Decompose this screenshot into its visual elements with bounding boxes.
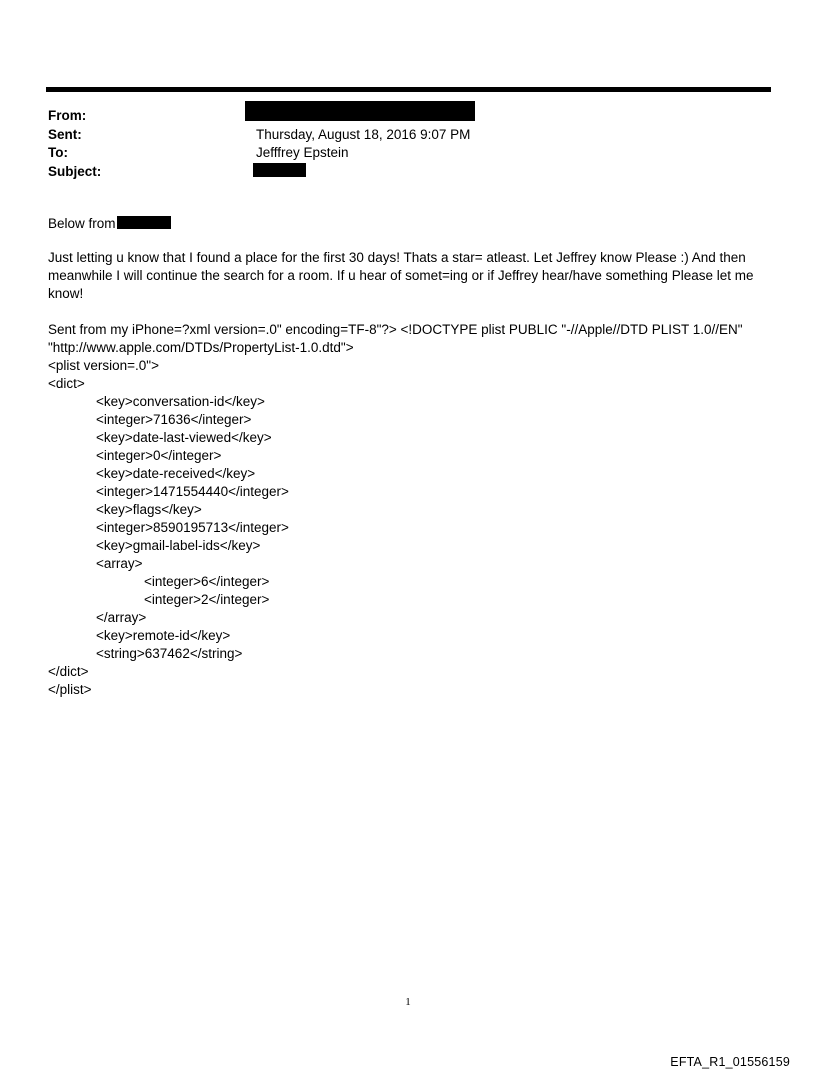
- plist-line: <dict>: [48, 376, 85, 391]
- plist-line: <array>: [96, 556, 143, 571]
- to-row: [48, 144, 768, 163]
- from-label: From:: [48, 108, 87, 123]
- redaction-block: [245, 101, 475, 121]
- plist-line: <key>flags</key>: [96, 502, 202, 517]
- signature-line: Sent from my iPhone=?xml version=.0" encoding=TF-8"?> <!DOCTYPE plist PUBLIC "-//Apple//DTD PLIST 1.0//EN": [48, 322, 743, 337]
- message-paragraph: Just letting u know that I found a place for the first 30 days! Thats a star= atleast. Let Jeffrey know Please :) And then meanwhile I will continue the search for a room. If u hear of somet=ing or if Jeffrey hear/have something Please let me know!: [48, 250, 754, 301]
- page-number: 1: [405, 996, 411, 1008]
- plist-line: <plist version=.0">: [48, 358, 159, 373]
- plist-line: <integer>1471554440</integer>: [96, 484, 289, 499]
- plist-line: <key>date-received</key>: [96, 466, 256, 481]
- subject-label: Subject:: [48, 163, 102, 179]
- to-value: Jefffrey Epstein: [256, 145, 349, 160]
- sent-row: [48, 126, 768, 145]
- subject-row: [48, 163, 768, 182]
- plist-line: </array>: [96, 610, 147, 625]
- from-value-redacted: [245, 101, 475, 121]
- plist-line: <integer>6</integer>: [144, 574, 270, 589]
- plist-line: <key>conversation-id</key>: [96, 394, 265, 409]
- email-header: [48, 107, 768, 181]
- header-rule: [46, 87, 771, 92]
- email-body: [48, 215, 770, 699]
- plist-line: <integer>2</integer>: [144, 592, 270, 607]
- sent-value: Thursday, August 18, 2016 9:07 PM: [256, 126, 471, 142]
- plist-block: [48, 357, 770, 699]
- plist-line: <key>remote-id</key>: [96, 628, 231, 643]
- intro-text: Below from: [48, 216, 116, 231]
- from-row: [48, 107, 768, 126]
- bates-number: EFTA_R1_01556159: [670, 1055, 790, 1069]
- dtd-line: "http://www.apple.com/DTDs/PropertyList-1.0.dtd">: [48, 340, 354, 355]
- plist-line: </dict>: [48, 664, 89, 679]
- redaction-block: [253, 163, 306, 177]
- plist-line: <key>date-last-viewed</key>: [96, 430, 272, 445]
- plist-line: <string>637462</string>: [96, 646, 243, 661]
- sent-label: Sent:: [48, 126, 82, 142]
- intro-line: [48, 215, 770, 233]
- subject-value-redacted: [253, 161, 306, 180]
- plist-line: <integer>8590195713</integer>: [96, 520, 289, 535]
- plist-line: <integer>0</integer>: [96, 448, 222, 463]
- plist-line: </plist>: [48, 682, 92, 697]
- plist-line: <integer>71636</integer>: [96, 412, 252, 427]
- plist-line: <key>gmail-label-ids</key>: [96, 538, 261, 553]
- redaction-block: [117, 216, 171, 229]
- to-label: To:: [48, 145, 68, 160]
